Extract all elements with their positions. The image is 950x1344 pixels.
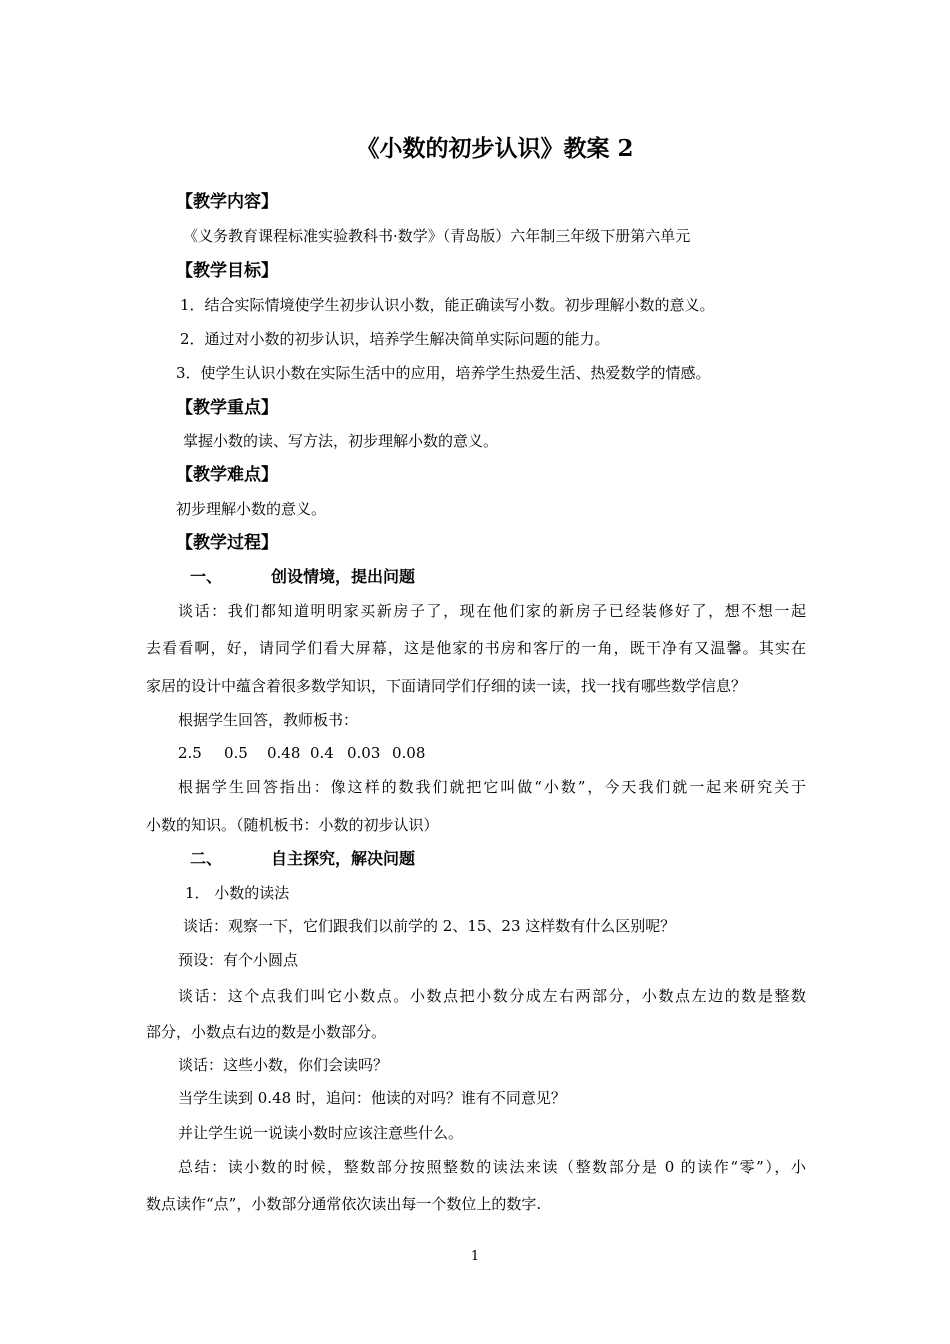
part2-paragraph-line: 部分，小数点右边的数是小数部分。 — [146, 1023, 387, 1041]
teaching-key-text: 掌握小数的读、写方法，初步理解小数的意义。 — [183, 432, 499, 450]
goal-2: 2．通过对小数的初步认识，培养学生解决简单实际问题的能力。 — [180, 330, 610, 348]
decimal-number: 0.03 — [347, 744, 381, 762]
reading-method-item: 1． 小数的读法 — [185, 884, 290, 902]
part2-paragraph-line: 数点读作“点”，小数部分通常依次读出每一个数位上的数字. — [146, 1195, 542, 1213]
decimal-number: 0.48 — [267, 744, 301, 762]
goal-3: 3．使学生认识小数在实际生活中的应用，培养学生热爱生活、热爱数学的情感。 — [176, 364, 711, 382]
board-intro: 根据学生回答，教师板书： — [178, 711, 359, 729]
part1-paragraph-line: 根据学生回答指出：像这样的数我们就把它叫做“小数”，今天我们就一起来研究关于 — [178, 778, 806, 796]
part2-paragraph-line: 并让学生说一说读小数时应该注意些什么。 — [178, 1124, 464, 1142]
part2-heading: 自主探究，解决问题 — [271, 849, 416, 868]
part2-paragraph-line: 谈话：观察一下，它们跟我们以前学的 2、15、23 这样数有什么区别呢？ — [183, 917, 676, 935]
teaching-content-text: 《义务教育课程标准实验教科书·数学》（青岛版）六年制三年级下册第六单元 — [183, 227, 691, 245]
part1-number: 一、 — [190, 567, 223, 586]
page-number: 1 — [470, 1249, 480, 1264]
goal-1: 1．结合实际情境使学生初步认识小数，能正确读写小数。初步理解小数的意义。 — [180, 296, 715, 314]
teaching-content-heading: 【教学内容】 — [176, 192, 278, 212]
teaching-key-heading: 【教学重点】 — [176, 398, 278, 418]
part2-paragraph-line: 预设：有个小圆点 — [178, 951, 299, 969]
decimal-number: 0.4 — [310, 744, 334, 762]
teaching-goals-heading: 【教学目标】 — [176, 261, 278, 281]
teaching-difficulty-text: 初步理解小数的意义。 — [176, 500, 327, 518]
part2-paragraph-line: 当学生读到 0.48 时，追问：他读的对吗？谁有不同意见？ — [178, 1089, 566, 1107]
teaching-difficulty-heading: 【教学难点】 — [176, 465, 278, 485]
part2-paragraph-line: 谈话：这个点我们叫它小数点。小数点把小数分成左右两部分，小数点左边的数是整数 — [178, 987, 806, 1005]
part1-heading: 创设情境，提出问题 — [271, 567, 416, 586]
decimal-numbers-list — [178, 742, 432, 764]
part1-paragraph-line: 谈话：我们都知道明明家买新房子了，现在他们家的新房子已经装修好了，想不想一起 — [178, 602, 806, 620]
part1-paragraph-line: 小数的知识。（随机板书：小数的初步认识） — [146, 816, 439, 834]
part2-paragraph-line: 总结：读小数的时候，整数部分按照整数的读法来读（整数部分是 0 的读作“零”），小 — [178, 1158, 806, 1176]
page-title: 《小数的初步认识》教案 2 — [356, 135, 634, 162]
decimal-number: 0.5 — [224, 744, 248, 762]
decimal-number: 2.5 — [178, 744, 202, 762]
decimal-number: 0.08 — [392, 744, 426, 762]
part2-paragraph-line: 谈话：这些小数，你们会读吗？ — [178, 1056, 389, 1074]
teaching-process-heading: 【教学过程】 — [176, 533, 278, 553]
part1-paragraph-line: 家居的设计中蕴含着很多数学知识，下面请同学们仔细的读一读，找一找有哪些数学信息？ — [146, 677, 747, 695]
part1-paragraph-line: 去看看啊，好，请同学们看大屏幕，这是他家的书房和客厅的一角，既干净有又温馨。其实在 — [146, 639, 806, 657]
part2-number: 二、 — [190, 849, 223, 868]
